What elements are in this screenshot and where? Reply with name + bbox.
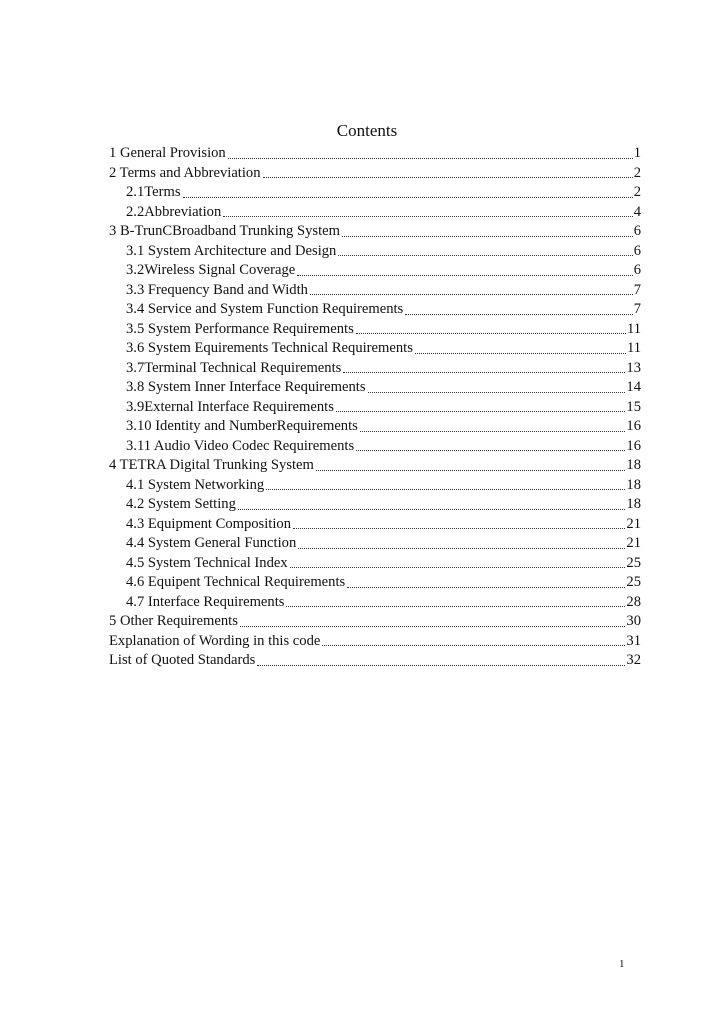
- toc-entry[interactable]: [109, 222, 641, 242]
- toc-entry-title: 3.10 Identity and NumberRequirements: [126, 418, 358, 434]
- toc-dot-leader: [338, 255, 632, 256]
- toc-entry-title: 3.5 System Performance Requirements: [126, 320, 354, 337]
- toc-dot-leader: [290, 567, 626, 568]
- footer-page-number: 1: [619, 958, 625, 970]
- toc-entry-page: 7: [633, 301, 641, 317]
- toc-entry[interactable]: [109, 534, 641, 554]
- toc-dot-leader: [297, 275, 632, 276]
- toc-entry-title: 4.5 System Technical Index: [126, 554, 288, 571]
- table-of-contents: [109, 144, 641, 671]
- toc-entry[interactable]: [109, 281, 641, 301]
- toc-entry[interactable]: [109, 144, 641, 164]
- toc-entry[interactable]: [109, 359, 641, 379]
- toc-entry-title: 3.8 System Inner Interface Requirements: [126, 379, 366, 395]
- toc-entry-title: 5 Other Requirements: [109, 613, 238, 629]
- toc-entry-title: 2.1Terms: [126, 184, 181, 200]
- toc-entry-page: 6: [633, 262, 641, 278]
- toc-dot-leader: [347, 587, 625, 588]
- toc-dot-leader: [316, 470, 626, 471]
- toc-entry-title: 4.3 Equipment Composition: [126, 515, 291, 532]
- toc-entry[interactable]: [109, 183, 641, 203]
- toc-entry-title: 2 Terms and Abbreviation: [109, 164, 261, 181]
- toc-dot-leader: [240, 626, 626, 627]
- toc-entry-title: 4.7 Interface Requirements: [126, 593, 285, 610]
- toc-entry[interactable]: [109, 378, 641, 398]
- toc-entry-title: 1 General Provision: [109, 145, 226, 161]
- toc-entry[interactable]: [109, 398, 641, 418]
- toc-entry[interactable]: [109, 261, 641, 281]
- toc-entry-page: 25: [626, 574, 641, 590]
- toc-entry-page: 25: [626, 554, 641, 571]
- toc-entry-title: 3.4 Service and System Function Requirements: [126, 301, 404, 317]
- toc-entry[interactable]: [109, 164, 641, 184]
- toc-entry[interactable]: [109, 339, 641, 359]
- toc-entry[interactable]: [109, 242, 641, 262]
- toc-entry-page: 13: [626, 359, 641, 376]
- toc-entry-title: 3 B-TrunCBroadband Trunking System: [109, 223, 340, 239]
- toc-entry-title: 3.6 System Equirements Technical Requirements: [126, 340, 413, 356]
- toc-entry-page: 15: [626, 398, 641, 415]
- toc-entry-page: 11: [626, 340, 641, 356]
- toc-dot-leader: [266, 489, 625, 490]
- toc-entry[interactable]: [109, 203, 641, 223]
- toc-dot-leader: [322, 645, 625, 646]
- toc-entry[interactable]: [109, 300, 641, 320]
- toc-dot-leader: [368, 392, 626, 393]
- toc-dot-leader: [405, 314, 632, 315]
- toc-entry-page: 7: [633, 281, 641, 298]
- toc-dot-leader: [286, 606, 625, 607]
- toc-entry-title: 4.1 System Networking: [126, 476, 265, 493]
- toc-dot-leader: [183, 197, 633, 198]
- toc-entry[interactable]: [109, 476, 641, 496]
- toc-entry-title: 3.2Wireless Signal Coverage: [126, 262, 296, 278]
- toc-dot-leader: [238, 509, 626, 510]
- toc-entry[interactable]: [109, 612, 641, 632]
- toc-entry[interactable]: [109, 573, 641, 593]
- toc-entry-page: 30: [626, 613, 641, 629]
- toc-entry-page: 31: [626, 632, 641, 649]
- toc-entry-title: 4.2 System Setting: [126, 496, 236, 512]
- toc-entry-page: 2: [633, 184, 641, 200]
- toc-dot-leader: [223, 216, 632, 217]
- toc-entry-page: 16: [626, 418, 641, 434]
- toc-dot-leader: [360, 431, 626, 432]
- toc-dot-leader: [336, 411, 626, 412]
- toc-entry[interactable]: [109, 515, 641, 535]
- toc-entry[interactable]: [109, 320, 641, 340]
- toc-entry[interactable]: [109, 456, 641, 476]
- toc-entry[interactable]: [109, 593, 641, 613]
- toc-entry-title: 3.3 Frequency Band and Width: [126, 281, 308, 298]
- toc-dot-leader: [257, 665, 625, 666]
- toc-entry[interactable]: [109, 417, 641, 437]
- toc-entry-page: 2: [633, 164, 641, 181]
- toc-entry-page: 14: [626, 379, 641, 395]
- toc-entry-page: 18: [626, 457, 641, 473]
- toc-entry-title: 3.7Terminal Technical Requirements: [126, 359, 342, 376]
- toc-entry-page: 18: [626, 476, 641, 493]
- toc-entry-page: 1: [633, 145, 641, 161]
- toc-entry[interactable]: [109, 632, 641, 652]
- toc-entry-title: 3.9External Interface Requirements: [126, 398, 334, 415]
- toc-entry-title: 4.4 System General Function: [126, 535, 297, 551]
- toc-dot-leader: [356, 450, 625, 451]
- toc-dot-leader: [228, 158, 633, 159]
- toc-entry-title: 3.11 Audio Video Codec Requirements: [126, 437, 355, 454]
- toc-entry[interactable]: [109, 437, 641, 457]
- toc-entry[interactable]: [109, 651, 641, 671]
- toc-entry-page: 4: [633, 203, 641, 220]
- toc-dot-leader: [343, 372, 625, 373]
- toc-dot-leader: [293, 528, 625, 529]
- toc-entry[interactable]: [109, 495, 641, 515]
- toc-entry-title: 4.6 Equipent Technical Requirements: [126, 574, 346, 590]
- toc-entry[interactable]: [109, 554, 641, 574]
- toc-entry-page: 21: [626, 515, 641, 532]
- toc-dot-leader: [263, 177, 633, 178]
- toc-entry-page: 28: [626, 593, 641, 610]
- toc-entry-title: List of Quoted Standards: [109, 652, 256, 668]
- toc-entry-page: 16: [626, 437, 641, 454]
- toc-dot-leader: [356, 333, 626, 334]
- toc-dot-leader: [342, 236, 633, 237]
- toc-dot-leader: [310, 294, 633, 295]
- toc-entry-title: Explanation of Wording in this code: [109, 632, 321, 649]
- page-title: Contents: [336, 121, 398, 140]
- toc-entry-title: 3.1 System Architecture and Design: [126, 242, 337, 259]
- toc-entry-page: 11: [626, 320, 641, 337]
- toc-dot-leader: [415, 353, 626, 354]
- toc-entry-page: 21: [626, 535, 641, 551]
- toc-entry-page: 18: [626, 496, 641, 512]
- toc-entry-page: 32: [626, 652, 641, 668]
- toc-dot-leader: [298, 548, 625, 549]
- toc-entry-title: 4 TETRA Digital Trunking System: [109, 457, 314, 473]
- toc-entry-page: 6: [633, 242, 641, 259]
- toc-entry-page: 6: [633, 223, 641, 239]
- toc-entry-title: 2.2Abbreviation: [126, 203, 222, 220]
